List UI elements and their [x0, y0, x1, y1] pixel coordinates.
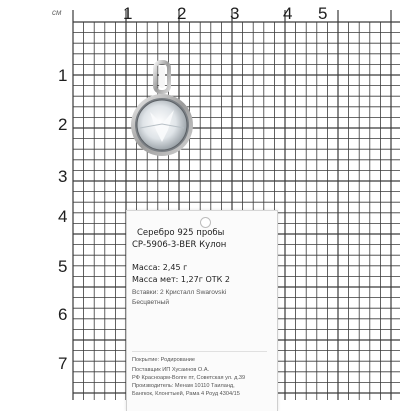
tag-producer: Производитель: Менам 10110 Таиланд,: [132, 383, 235, 389]
tag-coating: Покрытие: Родирование: [132, 357, 196, 363]
tag-divider: [132, 351, 267, 352]
ruler-side-3: 3: [58, 167, 68, 186]
tag-address: РФ Красноарм-Волге пт, Советская ул. д.39: [132, 375, 246, 381]
tag-article-line: СР-5906-3-BER Кулон: [132, 240, 227, 250]
tag-inserts: Вставки: 2 Кристалл Swarovski: [132, 289, 227, 296]
ruler-side-2: 2: [58, 115, 68, 134]
tag-mass-metal: Масса мет: 1,27г ОТК 2: [132, 275, 230, 284]
tag-metal-line: Серебро 925 пробы: [137, 228, 225, 238]
ruler-top-3: 3: [230, 4, 240, 23]
pendant-bail: [155, 62, 169, 92]
crystal-stone: [137, 100, 187, 150]
ruler-side-5: 5: [58, 257, 68, 276]
ruler-side-6: 6: [58, 305, 68, 324]
tag-supplier: Поставщик ИП Хусаинов О.А.: [132, 367, 210, 373]
ruler-side-7: 7: [58, 354, 68, 373]
tag-hole: [200, 217, 211, 228]
tag-producer-address: Бангкок, Клонгтыей, Рама 4 Роуд 4304/15: [132, 391, 240, 397]
ruler-top-5: 5: [318, 4, 328, 23]
ruler-top-4: 4: [283, 4, 293, 23]
ruler-side-4: 4: [58, 207, 68, 226]
product-tag: [126, 210, 278, 411]
ruler-unit-label: см: [52, 8, 62, 17]
tag-mass: Масса: 2,45 г: [132, 263, 188, 272]
ruler-side-1: 1: [58, 66, 68, 85]
ruler-top-1: 1: [123, 4, 133, 23]
tag-color: Бесцветный: [132, 299, 170, 306]
ruler-top-2: 2: [177, 4, 187, 23]
